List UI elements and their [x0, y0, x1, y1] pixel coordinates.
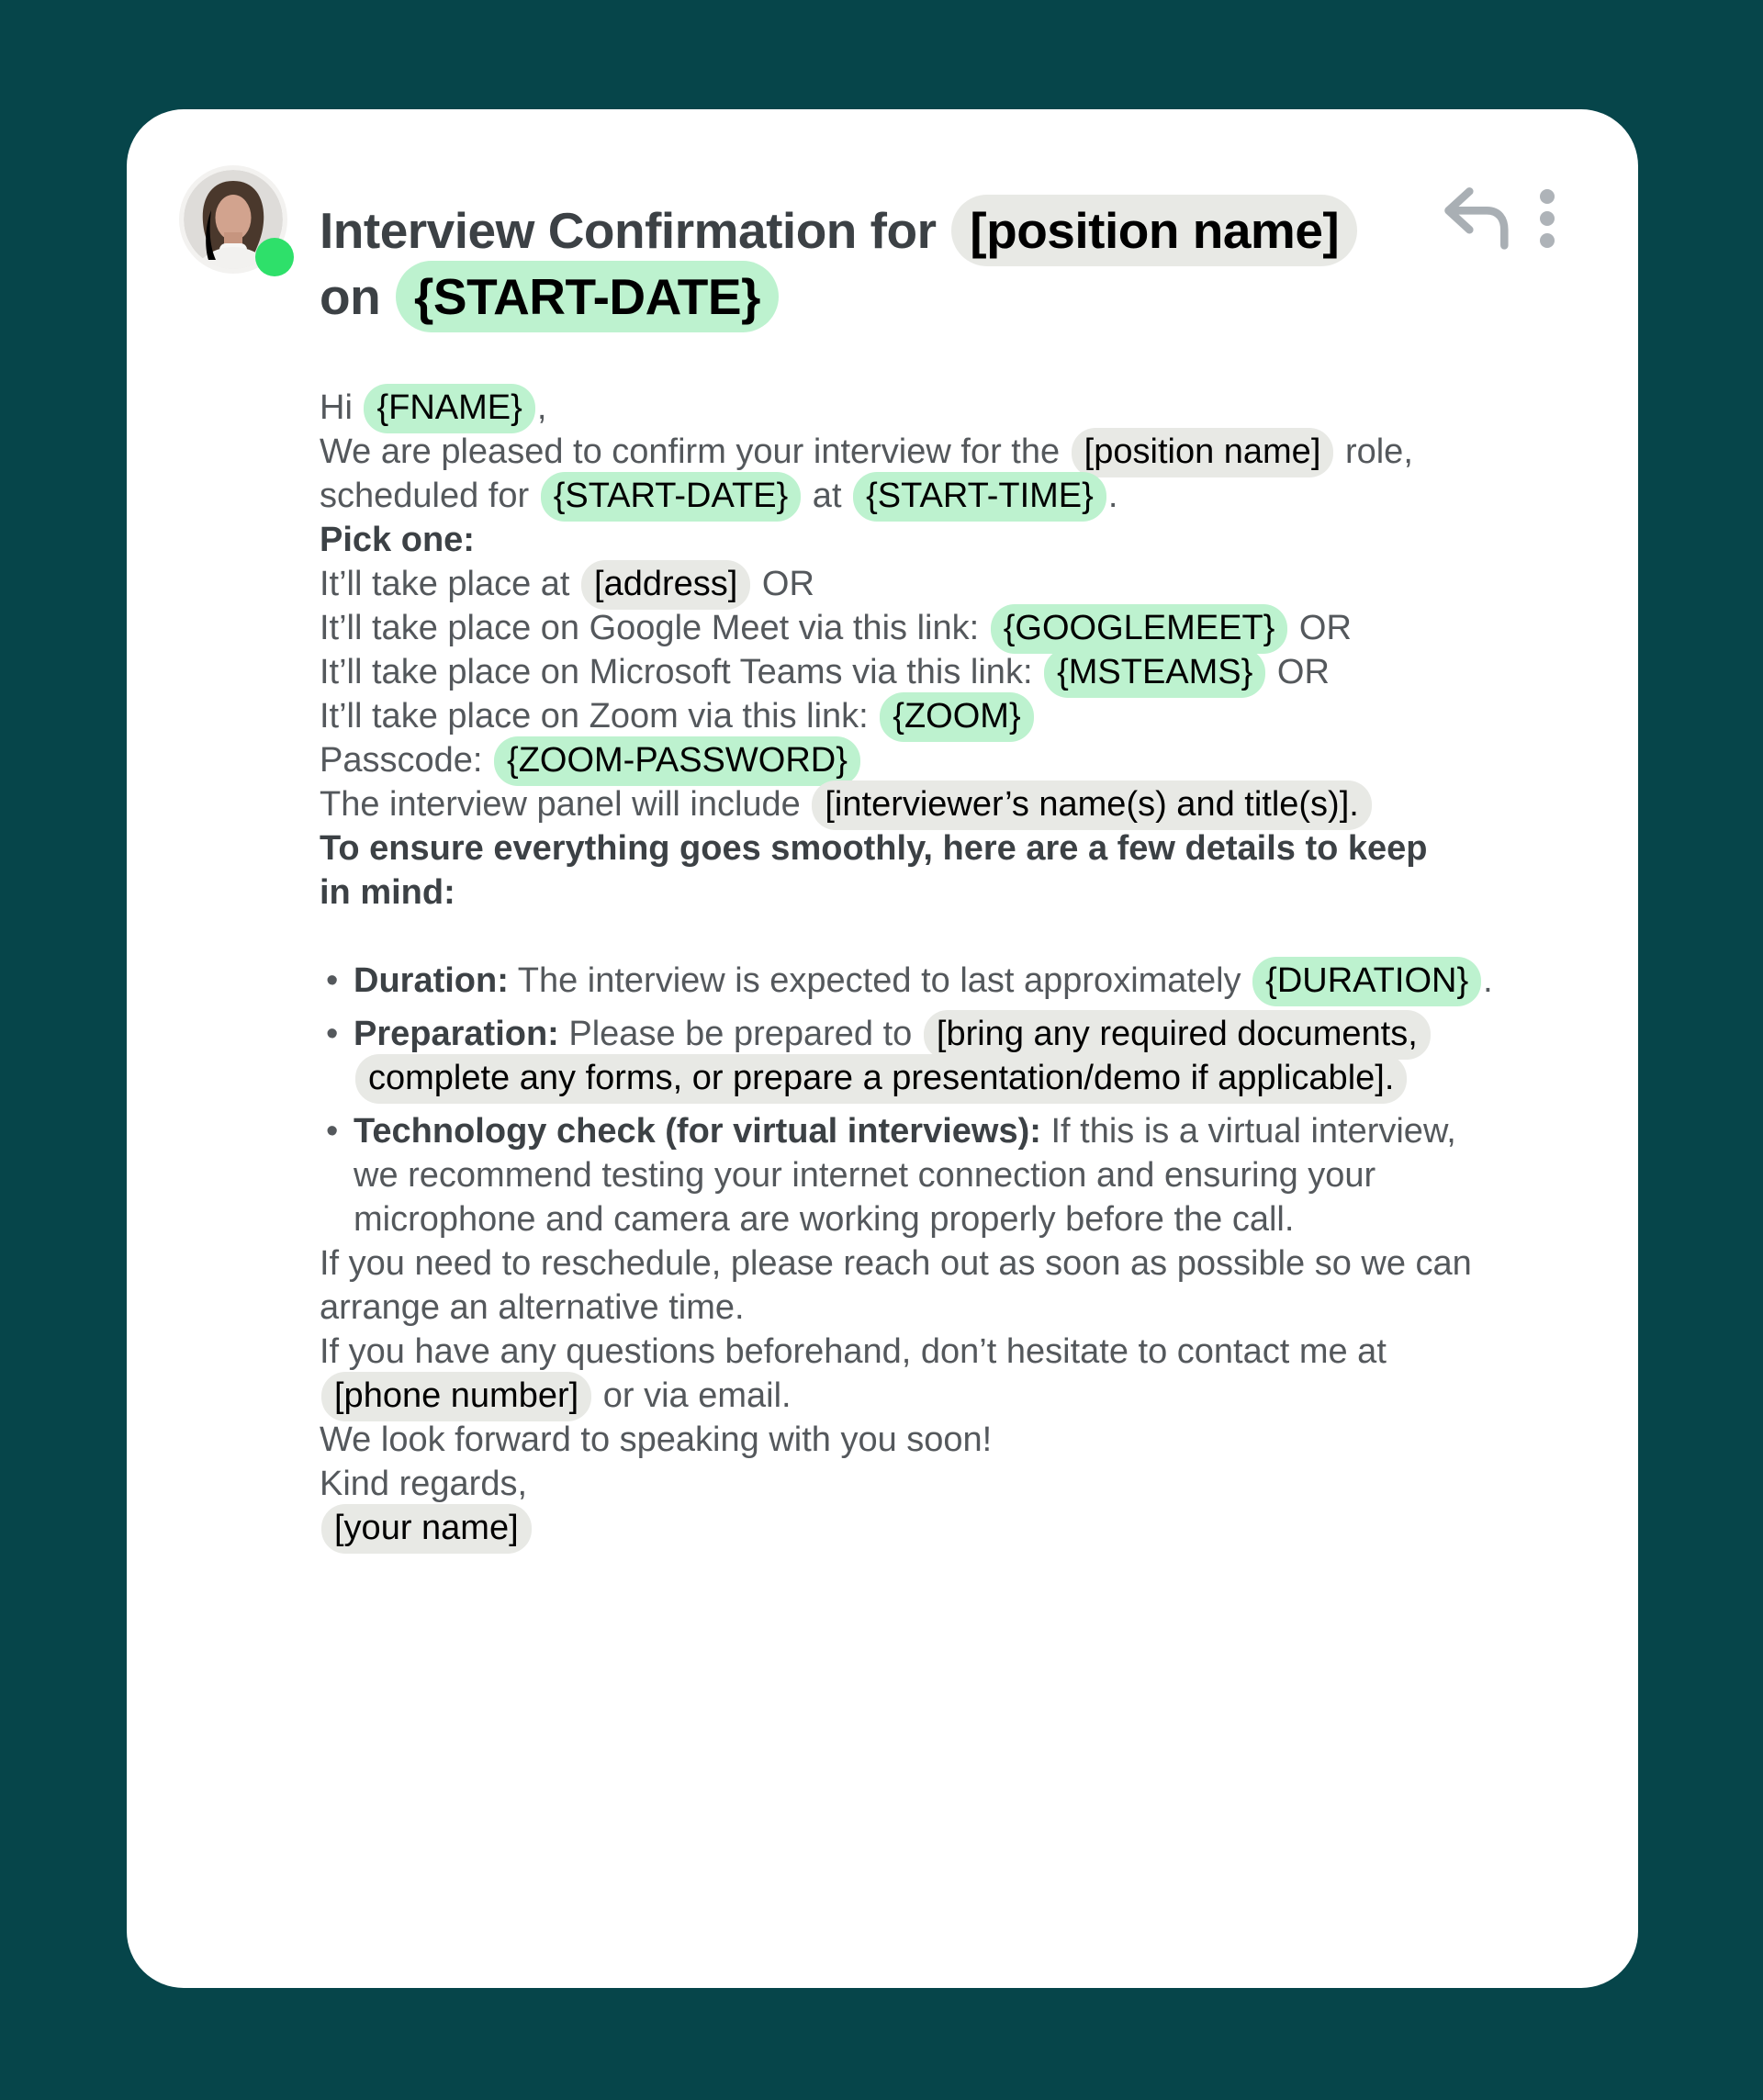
online-status-indicator: [255, 238, 294, 276]
text-segment: It’ll take place on Google Meet via this link:: [320, 609, 989, 647]
list-item: [354, 1109, 1620, 1241]
text-segment: OR: [1289, 609, 1352, 647]
text-segment: .: [1107, 477, 1118, 515]
text-segment: Passcode:: [320, 741, 492, 780]
paragraph-greeting: [320, 386, 1620, 430]
template-variable: {START-TIME}: [853, 472, 1106, 522]
email-body: [320, 386, 1620, 1550]
more-options-button[interactable]: [1539, 188, 1555, 252]
text-segment: If this is a virtual interview,: [1040, 1112, 1456, 1151]
text-segment: Hi: [320, 388, 363, 427]
template-variable: complete any forms, or prepare a presentation/demo if applicable].: [355, 1054, 1407, 1104]
template-variable: [position name]: [1072, 428, 1334, 477]
template-variable: [address]: [581, 560, 750, 610]
paragraph-panel: [320, 782, 1620, 826]
template-variable: {ZOOM-PASSWORD}: [494, 736, 860, 786]
text-segment: It’ll take place on Zoom via this link:: [320, 697, 879, 736]
text-segment: It’ll take place at: [320, 565, 580, 603]
template-variable: [interviewer’s name(s) and title(s)].: [812, 780, 1371, 830]
template-variable: {START-DATE}: [541, 472, 802, 522]
reply-arrow-icon: [1440, 181, 1510, 251]
text-segment: If you have any questions beforehand, don’t hesitate to contact me at: [320, 1332, 1387, 1371]
template-variable: [position name]: [951, 195, 1357, 266]
template-variable: {DURATION}: [1252, 957, 1481, 1006]
text-segment: at: [803, 477, 852, 515]
template-variable: [phone number]: [321, 1372, 591, 1421]
template-variable: {MSTEAMS}: [1044, 648, 1265, 698]
list-item: [354, 959, 1620, 1003]
text-segment: The interview is expected to last approximately: [508, 961, 1252, 1000]
text-segment: we recommend testing your internet connection and ensuring your: [354, 1156, 1376, 1195]
email-title: [320, 197, 1412, 330]
template-variable: {GOOGLEMEET}: [991, 604, 1288, 654]
text-segment: Duration:: [354, 961, 509, 1000]
text-segment: Kind regards,: [320, 1465, 528, 1503]
text-segment: arrange an alternative time.: [320, 1288, 745, 1327]
paragraph-closing: [320, 1418, 1620, 1462]
text-segment: in mind:: [320, 873, 455, 912]
template-variable: {ZOOM}: [880, 692, 1033, 742]
text-segment: Preparation:: [354, 1015, 559, 1053]
text-segment: Technology check (for virtual interviews):: [354, 1112, 1041, 1151]
paragraph-reschedule: [320, 1241, 1620, 1330]
paragraph-confirmation: [320, 430, 1620, 518]
text-segment: OR: [1267, 653, 1330, 691]
text-segment: microphone and camera are working properly before the call.: [354, 1200, 1295, 1239]
text-segment: role,: [1335, 432, 1413, 471]
template-variable: {FNAME}: [364, 384, 534, 433]
text-segment: on: [320, 268, 394, 325]
text-segment: Pick one:: [320, 521, 475, 559]
reply-button[interactable]: [1440, 181, 1510, 253]
paragraph-pick-one: [320, 518, 1620, 782]
text-segment: OR: [752, 565, 814, 603]
email-template-card: [127, 109, 1638, 1988]
template-variable: {START-DATE}: [396, 261, 779, 332]
heading-details: [320, 826, 1620, 915]
text-segment: scheduled for: [320, 477, 539, 515]
text-segment: We look forward to speaking with you soon!: [320, 1421, 993, 1459]
sender-avatar[interactable]: [184, 170, 283, 269]
text-segment: If you need to reschedule, please reach out as soon as possible so we can: [320, 1244, 1472, 1283]
text-segment: We are pleased to confirm your interview for the: [320, 432, 1070, 471]
text-segment: Please be prepared to: [558, 1015, 922, 1053]
template-variable: [your name]: [321, 1504, 532, 1554]
text-segment: ,: [536, 388, 547, 427]
kebab-menu-icon: [1539, 188, 1555, 249]
text-segment: To ensure everything goes smoothly, here are a few details to keep: [320, 829, 1428, 868]
paragraph-signature: [320, 1462, 1620, 1550]
template-variable: [bring any required documents,: [924, 1010, 1431, 1060]
text-segment: It’ll take place on Microsoft Teams via this link:: [320, 653, 1043, 691]
text-segment: .: [1483, 961, 1493, 1000]
text-segment: The interview panel will include: [320, 785, 811, 824]
text-segment: or via email.: [593, 1376, 792, 1415]
paragraph-questions: [320, 1330, 1620, 1418]
list-item: [354, 1012, 1620, 1100]
text-segment: Interview Confirmation for: [320, 202, 950, 259]
details-list: [320, 959, 1620, 1241]
